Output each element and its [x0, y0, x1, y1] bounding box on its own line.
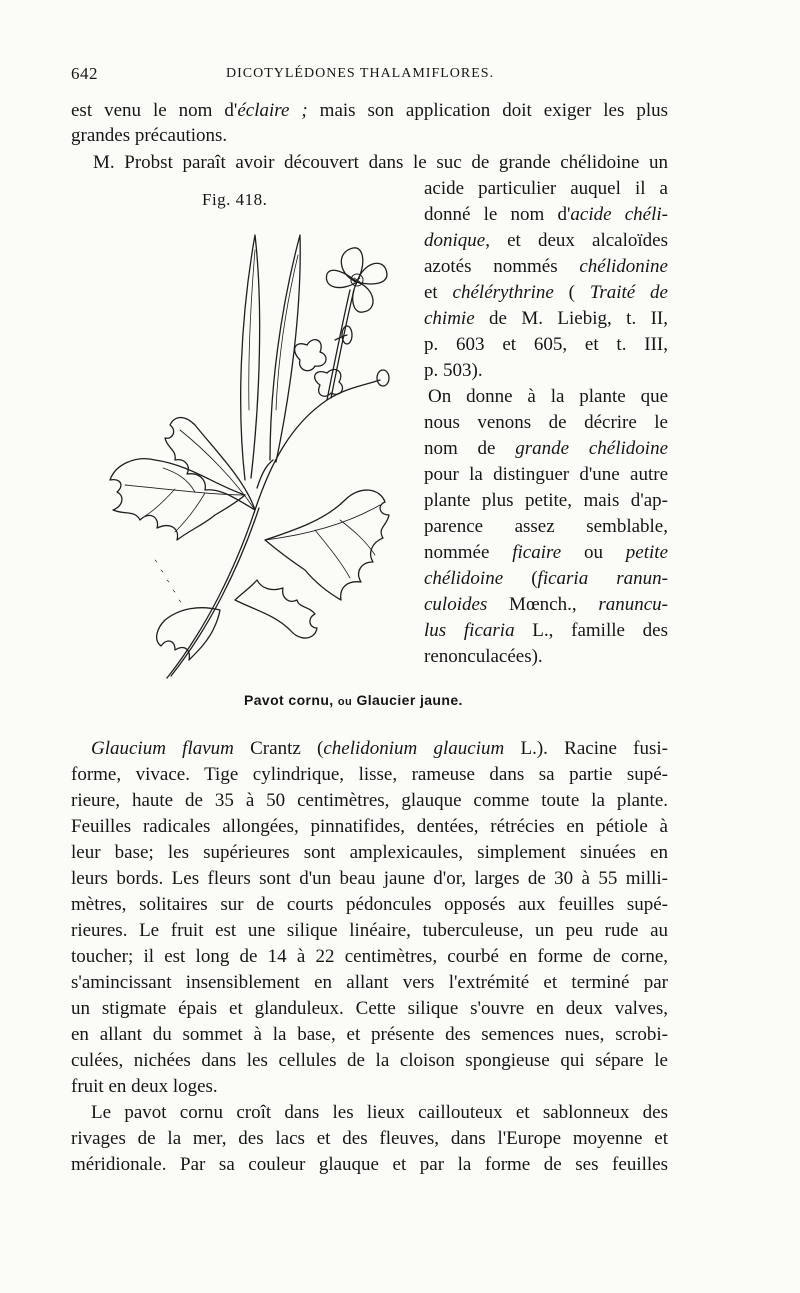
text-line: un stigmate épais et glanduleux. Cette silique s'ouvre en deux valves,: [71, 998, 668, 1019]
text-line: rivages de la mer, des lacs et des fleuves, dans l'Europe moyenne et: [71, 1128, 668, 1149]
text-line: nom de grande chélidoine: [424, 438, 668, 459]
text-line: pour la distinguer d'une autre: [424, 464, 668, 485]
text-line: grandes précautions.: [71, 125, 228, 146]
text-line: M. Probst paraît avoir découvert dans le suc de grande chélidoine un: [93, 152, 668, 173]
text-line: donique, et deux alcaloïdes: [424, 230, 668, 251]
text-line: leurs bords. Les fleurs sont d'un beau jaune d'or, larges de 30 à 55 milli-: [71, 868, 668, 889]
text-line: méridionale. Par sa couleur glauque et par la forme de ses feuilles: [71, 1154, 668, 1175]
text-line: nous venons de décrire le: [424, 412, 668, 433]
running-title: DICOTYLÉDONES THALAMIFLORES.: [226, 66, 495, 81]
text-line: lus ficaria L., famille des: [424, 620, 668, 641]
text-line: culées, nichées dans les cellules de la cloison spongieuse qui sépare le: [71, 1050, 668, 1071]
text-line: rieure, haute de 35 à 50 centimètres, glauque comme toute la plante.: [71, 790, 668, 811]
text-line: chélidoine (ficaria ranun-: [424, 568, 669, 589]
text-line: forme, vivace. Tige cylindrique, lisse, rameuse dans sa partie supé-: [71, 764, 668, 785]
plant-illustration: [95, 210, 415, 690]
text-line: leur base; les supérieures sont amplexicaules, simplement sinuées en: [71, 842, 668, 863]
text-line: chimie de M. Liebig, t. II,: [424, 308, 668, 329]
text-line: rieures. Le fruit est une silique linéaire, tuberculeuse, un peu rude au: [71, 920, 668, 941]
text-line: et chélérythrine ( Traité de: [424, 282, 668, 303]
text-line: est venu le nom d'éclaire ; mais son application doit exiger les plus: [71, 100, 668, 121]
text-line: culoides Mœnch., ranuncu-: [424, 594, 668, 615]
figure-label: Fig. 418.: [202, 190, 268, 209]
text-line: parence assez semblable,: [424, 516, 668, 537]
text-line: azotés nommés chélidonine: [424, 256, 668, 277]
text-line: en allant du sommet à la base, et présente des semences nues, scrobi-: [71, 1024, 668, 1045]
text-line: p. 603 et 605, et t. III,: [424, 334, 668, 355]
text-line: donné le nom d'acide chéli-: [424, 204, 668, 225]
text-line: nommée ficaire ou petite: [424, 542, 668, 563]
text-line: mètres, solitaires sur de courts pédoncules opposés aux feuilles supé-: [71, 894, 668, 915]
text-line: renonculacées).: [424, 646, 543, 667]
text-line: Le pavot cornu croît dans les lieux caillouteux et sablonneux des: [91, 1102, 668, 1123]
text-line: fruit en deux loges.: [71, 1076, 218, 1097]
figure-caption: Pavot cornu, ou Glaucier jaune.: [244, 692, 463, 708]
text-line: Feuilles radicales allongées, pinnatifides, dentées, rétrécies en pétiole à: [71, 816, 668, 837]
text-line: acide particulier auquel il a: [424, 178, 668, 199]
page-number: 642: [71, 64, 98, 83]
text-line: On donne à la plante que: [428, 386, 668, 407]
text-line: plante plus petite, mais d'ap-: [424, 490, 668, 511]
text-line: p. 503).: [424, 360, 483, 381]
text-line: toucher; il est long de 14 à 22 centimètres, courbé en forme de corne,: [71, 946, 668, 967]
text-line: Glaucium flavum Crantz (chelidonium glaucium L.). Racine fusi-: [91, 738, 668, 759]
text-line: s'amincissant insensiblement en allant vers l'extrémité et terminé par: [71, 972, 668, 993]
